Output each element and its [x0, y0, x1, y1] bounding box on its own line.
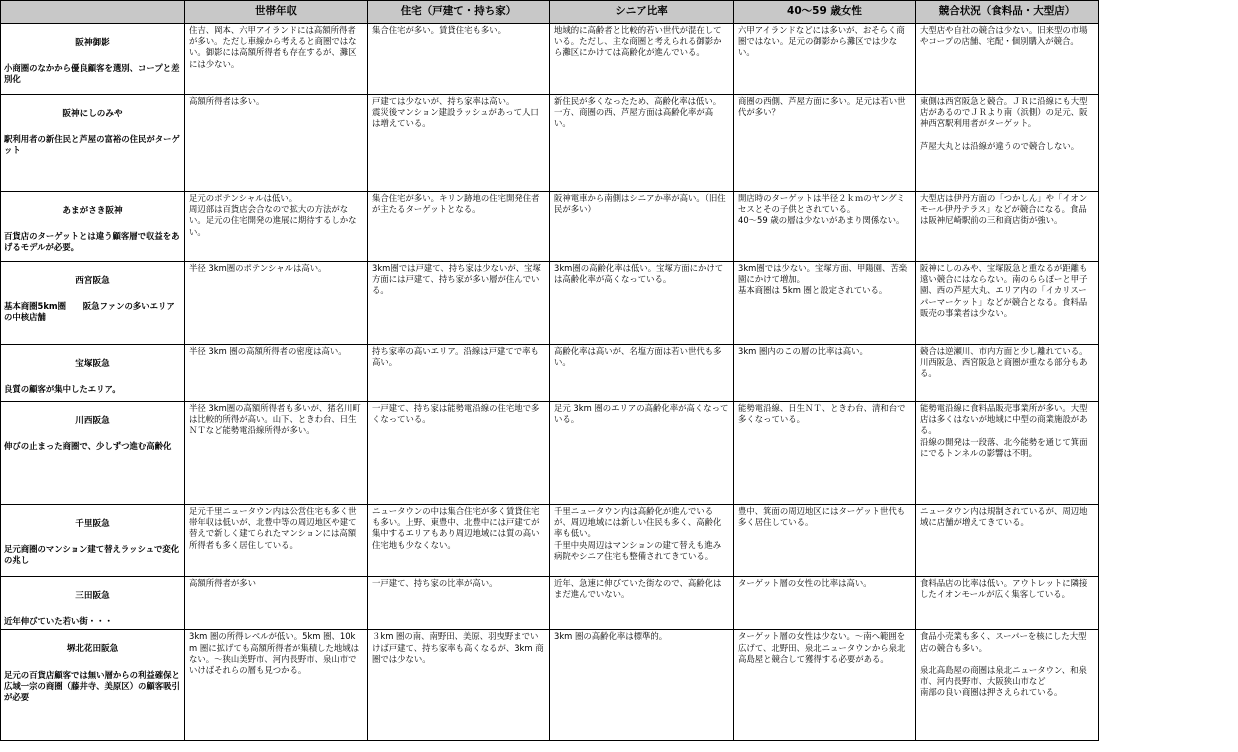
- cell-text: 半径 3km 圏の高額所得者の密度は高い。: [189, 346, 347, 356]
- senior-ratio-cell: [550, 345, 734, 402]
- household-income-cell: [185, 24, 368, 95]
- header-competition: 競合状況（食料品・大型店）: [916, 1, 1099, 24]
- senior-ratio-cell: [550, 24, 734, 95]
- cell-text: 持ち家率の高いエリア。沿線は戸建てで率も高い。: [372, 346, 539, 368]
- cell-text: 千里ニュータウン内は高齢化が進んでいるが、周辺地域には新しい住民も多く、高齢化率も低い。: [554, 506, 722, 539]
- cell-text: 震災後マンション建設ラッシュがあって人口は増えている。: [372, 107, 539, 129]
- store-cell: [1, 630, 185, 741]
- cell-text: 芦屋大丸とは沿線が違うので競合しない。: [920, 140, 1080, 151]
- cell-text: ニュータウン内は規制されているが、周辺地域に店舗が増えてきている。: [920, 506, 1088, 528]
- cell-text: 周辺部は百貨店会合なので拡大の方法がない。足元の住宅開発の進展に期待するしかない。: [189, 204, 357, 237]
- household-income-cell: [185, 262, 368, 345]
- senior-ratio-cell: [550, 577, 734, 630]
- senior-ratio-cell: [550, 95, 734, 192]
- cell-text: ３km 圏の南、南野田、美原、羽曳野までいけば戸建て、持ち家率も高くなるが、3km 商圏では少ない。: [372, 631, 544, 664]
- cell-text: 戸建ては少ないが、持ち家率は高い。: [372, 96, 515, 106]
- women-40-59-cell: [734, 24, 916, 95]
- cell-text: 商圏の西側、芦屋方面に多い。足元は若い世代が多い？: [738, 96, 906, 118]
- cell-text: 千里中央周辺はマンションの建て替えも進み病院やシニア住宅も整備されてきている。: [554, 539, 722, 561]
- store-name: 堺北花田阪急: [66, 644, 119, 655]
- cell-text: 一戸建て、持ち家の比率が高い。: [372, 578, 498, 588]
- cell-text: 競合は逆瀬川、市内方面と少し離れている。: [920, 346, 1088, 356]
- cell-text: 集合住宅が多い。キリン跡地の住宅開発住者が主たるターゲットとなる。: [372, 193, 540, 215]
- store-description: 近年伸びていた若い街・・・: [4, 616, 113, 627]
- store-name: 西宮阪急: [75, 276, 110, 286]
- housing-cell: [368, 402, 550, 505]
- competition-cell: [916, 402, 1099, 505]
- cell-text: 新住民が多くなったため、高齢化率は低い。一方、商圏の西、芦屋方面は高齢化率が高い。: [554, 96, 722, 129]
- table-row: [1, 577, 1099, 630]
- cell-text: 半径 3km圏の高額所得者も多いが、猪名川町は比較的所得が高い。山下、ときわ台、日生ＮＴなど能勢電沿線所得が多い。: [189, 403, 361, 436]
- competition-cell: [916, 95, 1099, 192]
- women-40-59-cell: [734, 192, 916, 262]
- women-40-59-cell: [734, 345, 916, 402]
- cell-text: 泉北高島屋の商圏は泉北ニュータウン、和泉市、河内長野市、大阪狭山市など: [920, 664, 1087, 687]
- store-cell: [1, 192, 185, 262]
- header-row: [1, 1, 1099, 24]
- housing-cell: [368, 262, 550, 345]
- header-women-40-59: 40～59 歳女性: [734, 1, 916, 24]
- cell-text: ターゲット層の女性は少ない。～南へ範囲を広げて、北野田、泉北ニュータウンから泉北高島屋と競合して獲得する必要がある。: [738, 631, 906, 664]
- cell-text: 足元千里ニュータウン内は公営住宅も多く世帯年収は低いが、北豊中等の周辺地区や建て替えで新しく建てられたマンションには高額所得者も多く居住している。: [189, 506, 357, 550]
- cell-text: 大型店や自社の競合は少ない。旧来型の市場やコープの店舗、宅配・個別購入が競合。: [920, 25, 1088, 47]
- cell-text: [920, 654, 1094, 665]
- cell-text: 川西阪急、西宮阪急と商圏が重なる部分もある。: [920, 357, 1088, 379]
- women-40-59-cell: [734, 95, 916, 192]
- household-income-cell: [185, 402, 368, 505]
- competition-cell: [916, 262, 1099, 345]
- header-corner: [1, 1, 185, 24]
- housing-cell: [368, 505, 550, 577]
- table-row: [1, 505, 1099, 577]
- cell-text: 東側は西宮阪急と競合。ＪＲに沿線にも大型店があるのでＪＲより南（浜側）の足元、阪神西宮駅利用者がターゲット。: [920, 96, 1088, 129]
- competition-cell: [916, 577, 1099, 630]
- household-income-cell: [185, 95, 368, 192]
- cell-text: 豊中、箕面の周辺地区にはターゲット世代も多く居住している。: [738, 506, 906, 528]
- cell-text: 開店時のターゲットは半径２ｋｍのヤングミセスとその子供とされている。: [738, 193, 905, 215]
- cell-text: [920, 130, 1094, 141]
- cell-text: 40～59 歳の層は少ないがあまり関係ない。: [738, 215, 905, 226]
- housing-cell: [368, 192, 550, 262]
- store-description: 駅利用者の新住民と芦屋の富裕の住民がターゲット: [4, 134, 180, 156]
- household-income-cell: [185, 345, 368, 402]
- women-40-59-cell: [734, 262, 916, 345]
- competition-cell: [916, 630, 1099, 741]
- store-description: 百貨店のターゲットとは違う顧客層で収益をあげるモデルが必要。: [4, 231, 180, 253]
- housing-cell: [368, 577, 550, 630]
- header-senior-ratio: シニア比率: [550, 1, 734, 24]
- housing-cell: [368, 345, 550, 402]
- cell-text: 半径 3km圏のポテンシャルは高い。: [189, 263, 327, 273]
- table-row: [1, 345, 1099, 402]
- store-cell: [1, 505, 185, 577]
- cell-text: 食品小売業も多く、スーパーを核にした大型店の競合も多い。: [920, 631, 1087, 653]
- store-cell: [1, 95, 185, 192]
- cell-text: 3km圏の高齢化率は低い。宝塚方面にかけては高齢化率が高くなっている。: [554, 263, 724, 285]
- table-row: [1, 95, 1099, 192]
- cell-text: 足元 3km 圏のエリアの高齢化率が高くなっている。: [554, 403, 729, 425]
- cell-text: ニュータウンの中は集合住宅が多く賃貸住宅も多い。上野、東豊中、北豊中には戸建てが集中するエリアもあり周辺地域には質の高い住宅地も少なくない。: [372, 506, 540, 550]
- cell-text: 食料品店の比率は低い。アウトレットに隣接したイオンモールが広く集客している。: [920, 578, 1088, 600]
- cell-text: 南部の良い商圏は押さえられている。: [920, 687, 1063, 698]
- cell-text: 集合住宅が多い。賃貸住宅も多い。: [372, 25, 506, 35]
- store-cell: [1, 577, 185, 630]
- household-income-cell: [185, 577, 368, 630]
- store-description: 足元商圏のマンション建て替えラッシュで変化の兆し: [4, 544, 180, 566]
- senior-ratio-cell: [550, 402, 734, 505]
- senior-ratio-cell: [550, 630, 734, 741]
- cell-text: 沿線の開発は一段落、北今能勢を通じて箕面にでるトンネルの影響は不明。: [920, 436, 1088, 458]
- senior-ratio-cell: [550, 505, 734, 577]
- cell-text: 大型店は伊丹方面の「つかしん」や「イオンモール伊丹テラス」などが競合になる。食品は阪神尼崎駅前の三和商店街が強い。: [920, 193, 1088, 226]
- women-40-59-cell: [734, 402, 916, 505]
- cell-text: 高齢化率は高いが、名塩方面は若い世代も多い。: [554, 346, 722, 368]
- cell-text: 能勢電沿線、日生ＮＴ、ときわ台、清和台で多くなっている。: [738, 403, 906, 425]
- household-income-cell: [185, 505, 368, 577]
- store-name: 川西阪急: [75, 416, 110, 426]
- competition-cell: [916, 24, 1099, 95]
- cell-text: 一戸建て、持ち家は能勢電沿線の住宅地で多くなっている。: [372, 403, 540, 425]
- table-row: [1, 630, 1099, 741]
- cell-text: 阪神にしのみや、宝塚阪急と重なるが距離も遠い競合にはならない。南のららぽーと甲子園、西の芦屋大丸、エリア内の「イカリスーパーマーケット」などが競合となる。食料品販売の事業者は少ない。: [920, 263, 1088, 318]
- competition-cell: [916, 505, 1099, 577]
- store-name: 千里阪急: [75, 519, 110, 529]
- header-household-income: 世帯年収: [185, 1, 368, 24]
- header-housing: 住宅（戸建て・持ち家）: [368, 1, 550, 24]
- cell-text: 六甲アイランドなどには多いが、おそらく商圏ではない。足元の御影から灘区では少ない。: [738, 25, 905, 58]
- cell-text: 地域的に高齢者と比較的若い世代が混在している。ただし、主な商圏と考えられる御影から灘区にかけては高齢化が進んでいる。: [554, 25, 722, 58]
- cell-text: 3km圏では戸建て、持ち家は少ないが、宝塚方面には戸建て、持ち家が多い層が住んでいる。: [372, 263, 541, 296]
- store-cell: [1, 402, 185, 505]
- table-row: [1, 192, 1099, 262]
- cell-text: 住吉、岡本、六甲アイランドには高額所得者が多い。ただし車線から考えると商圏ではない。御影には高額所得者も存在するが、灘区には少ない。: [189, 25, 357, 69]
- store-description: 基本商圏5km圏 阪急ファンの多いエリアの中核店舗: [4, 301, 175, 323]
- housing-cell: [368, 24, 550, 95]
- store-name: 宝塚阪急: [75, 359, 110, 369]
- women-40-59-cell: [734, 630, 916, 741]
- competition-cell: [916, 345, 1099, 402]
- store-description: 良質の顧客が集中したエリア。: [4, 384, 121, 395]
- women-40-59-cell: [734, 577, 916, 630]
- table-row: [1, 402, 1099, 505]
- store-name: 三田阪急: [75, 591, 110, 601]
- store-name: 阪神にしのみや: [62, 109, 123, 119]
- cell-text: ターゲット層の女性の比率は高い。: [738, 578, 872, 588]
- store-description: 足元の百貨店顧客では無い層からの利益確保と広域一宗の商圏（藤井寺、美原区）の顧客吸引が必要: [4, 669, 180, 703]
- women-40-59-cell: [734, 505, 916, 577]
- cell-text: 3km 圏の所得レベルが低い。5km 圏、10km 圏に拡げても高額所得者が集積した地域はない。～狭山美野市、河内長野市、泉山市でいけばそれらの層も見つかる。: [189, 631, 359, 676]
- cell-text: 足元のポテンシャルは低い。: [189, 193, 298, 203]
- cell-text: 近年、急速に伸びていた街なので、高齢化はまだ進んでいない。: [554, 578, 722, 600]
- store-cell: [1, 345, 185, 402]
- cell-text: 基本商圏は 5km 圏と設定されている。: [738, 285, 888, 296]
- senior-ratio-cell: [550, 262, 734, 345]
- competition-cell: [916, 192, 1099, 262]
- cell-text: 高額所得者が多い: [189, 578, 256, 588]
- table-row: [1, 24, 1099, 95]
- store-name: あまがさき阪神: [62, 206, 123, 216]
- cell-text: 3km 圏内のこの層の比率は高い。: [738, 346, 868, 356]
- cell-text: 能勢電沿線に食料品販売事業所が多い。大型店は多くはないが地域に中型の商業施設がある。: [920, 403, 1088, 436]
- store-description: 伸びの止まった商圏で、少しずつ進む高齢化: [4, 441, 172, 452]
- table-row: [1, 262, 1099, 345]
- household-income-cell: [185, 630, 368, 741]
- cell-text: 阪神電車から南側はシニアか率が高い。（旧住民が多い）: [554, 193, 726, 215]
- store-name: 阪神御影: [75, 38, 110, 48]
- cell-text: 高額所得者は多い。: [189, 96, 265, 106]
- cell-text: 3km 圏の高齢化率は標準的。: [554, 631, 668, 642]
- cell-text: 3km圏では少ない。宝塚方面、甲陽園、苦楽園にかけて増加。: [738, 263, 908, 285]
- housing-cell: [368, 95, 550, 192]
- store-description: 小商圏のなかから優良顧客を選別、コープと差別化: [4, 63, 180, 85]
- store-cell: [1, 24, 185, 95]
- store-cell: [1, 262, 185, 345]
- housing-cell: [368, 630, 550, 741]
- household-income-cell: [185, 192, 368, 262]
- senior-ratio-cell: [550, 192, 734, 262]
